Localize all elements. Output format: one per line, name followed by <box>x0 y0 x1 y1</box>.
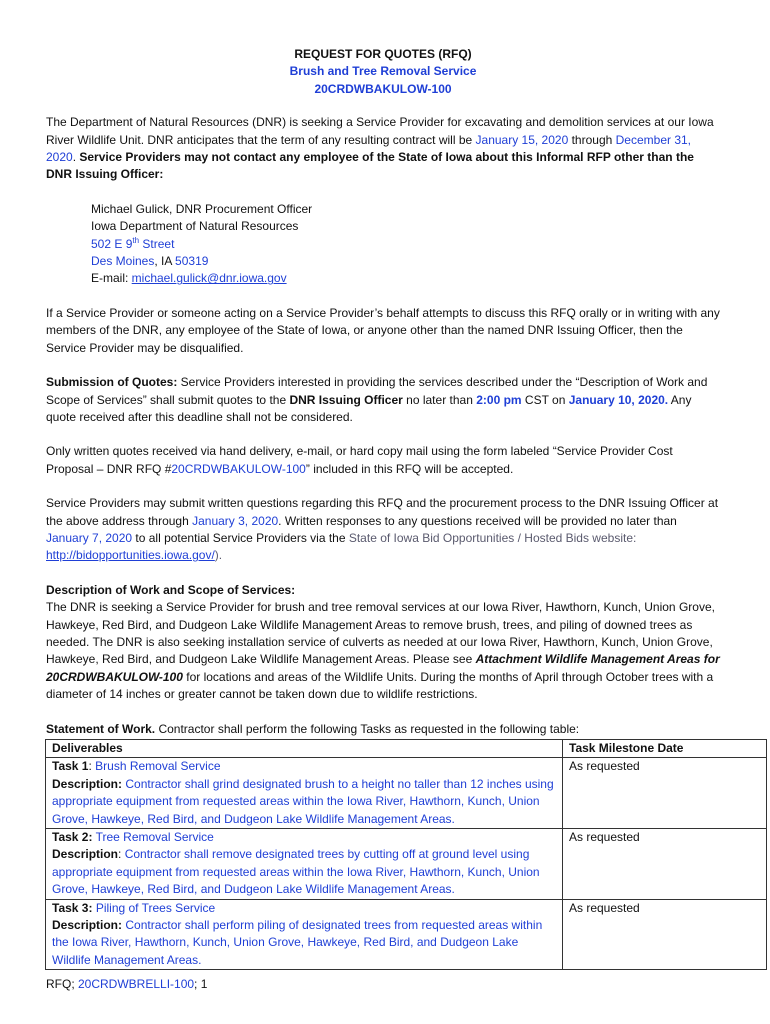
officer-organization: Iowa Department of Natural Resources <box>91 219 299 234</box>
submission-text: Service Providers interested in providing the services described under the “Description of Work and Scope of Services” shall submit quotes to the <box>46 375 708 407</box>
sow-text: Contractor shall perform the following Tasks as requested in the following table: <box>155 721 580 736</box>
street-name: Street <box>139 236 175 251</box>
officer-street <box>91 236 720 253</box>
description-text: Contractor shall grind designated brush to a height no taller than 12 inches using appropriate equipment from requested areas within the Iowa River, Hawthorn, Kunch, Union Grove, Hawkeye, Red Bird, and Dudgeon Lake Wildlife Management Areas. <box>52 776 554 826</box>
task-milestone-cell: As requested <box>563 758 767 829</box>
description-label: Description: <box>52 918 123 933</box>
questions-text-4: ). <box>214 548 223 563</box>
description-text: Contractor shall remove designated trees by cutting off at ground level using appropriate equipment from requested areas within the Iowa River, Hawthorn, Kunch, Union Grove, Hawkeye, Red Bird, and Dudgeon Lake Wildlife Management Areas. <box>52 847 540 897</box>
disqualification-warning: If a Service Provider or someone acting on a Service Provider’s behalf attempts to discuss this RFQ orally or in writing with any members of the DNR, any employee of the State of Iowa, or anyone other than the named DNR Issuing Officer, then the Service Provider may be disqualified. <box>46 305 720 355</box>
officer-city: Des Moines <box>91 254 155 269</box>
task-title <box>52 758 556 775</box>
description-heading: Description of Work and Scope of Services: <box>46 582 296 597</box>
officer-city-line <box>91 253 720 270</box>
document-subtitle: Brush and Tree Removal Service <box>289 64 477 79</box>
task-name: Tree Removal Service <box>95 830 214 845</box>
task-label: Task 1 <box>52 759 89 774</box>
written-rfq-number: 20CRDWBAKULOW-100 <box>171 461 306 476</box>
document-title: REQUEST FOR QUOTES (RFQ) <box>294 47 472 61</box>
table-row <box>46 829 767 900</box>
intro-text-2: . DNR anticipates that the term of any resulting contract will be <box>140 132 476 147</box>
document-header <box>46 46 720 98</box>
submission-heading: Submission of Quotes: <box>46 375 178 390</box>
intro-text-4: . <box>72 150 80 165</box>
written-text: Only written quotes received via hand delivery, e-mail, or hard copy mail using the form labeled “Service Provider Cost Proposal – DNR RFQ # <box>46 444 673 476</box>
task-name: Brush Removal Service <box>95 759 221 774</box>
task-milestone-cell: As requested <box>563 899 767 970</box>
officer-email-link[interactable]: michael.gulick@dnr.iowa.gov <box>131 271 287 286</box>
responses-date: January 7, 2020 <box>46 530 133 545</box>
deadline-date: January 10, 2020. <box>568 392 669 407</box>
task-description <box>52 846 556 898</box>
description-text: Contractor shall perform piling of designated trees from requested areas within the Iowa River, Hawthorn, Kunch, Union Grove, Hawkeye, Red Bird, and Dudgeon Lake Wildlife Management Areas. <box>52 918 543 967</box>
submission-officer: DNR Issuing Officer <box>289 392 403 407</box>
officer-name: Michael Gulick, DNR Procurement Officer <box>91 201 313 216</box>
questions-text-3: to all potential Service Providers via the <box>132 530 349 545</box>
document-page <box>46 46 720 970</box>
submission-paragraph <box>46 374 720 426</box>
task-title <box>52 900 556 917</box>
description-paragraph <box>46 599 720 703</box>
sow-intro <box>46 721 720 738</box>
contract-start-date: January 15, 2020 <box>475 132 569 147</box>
task-label: Task 3: <box>52 900 93 915</box>
questions-paragraph <box>46 495 720 565</box>
intro-paragraph <box>46 114 720 184</box>
description-separator: : <box>118 847 125 862</box>
description-text: The DNR is seeking a Service Provider for brush and tree removal services at our Iowa River, Hawthorn, Kunch, Union Grove, Hawkeye, Red Bird, and Dudgeon Lake Wildlife Management Areas to remove brush, trees, and piling of downed trees as needed. The DNR is also seeking installation service of culverts as needed at our Iowa River, Hawthorn, Kunch, Union Grove, Hawkeye, Red Bird, and Dudgeon Lake Wildlife Management Areas. Please see <box>46 600 715 667</box>
task-name: Piling of Trees Service <box>95 900 216 915</box>
statement-of-work-table <box>45 739 767 970</box>
sow-heading: Statement of Work. <box>46 721 156 736</box>
description-label: Description: <box>52 776 123 791</box>
task-milestone-cell: As requested <box>563 829 767 900</box>
task-deliverable-cell <box>46 899 563 970</box>
intro-text-3: through <box>568 132 616 147</box>
table-row <box>46 899 767 970</box>
officer-zip: 50319 <box>175 254 209 269</box>
street-number: 502 E 9 <box>91 236 133 251</box>
email-label: E-mail: <box>91 271 132 286</box>
table-row <box>46 758 767 829</box>
written-quotes-paragraph <box>46 443 720 478</box>
submission-text-4: Any quote received after this deadline shall not be considered. <box>46 392 692 424</box>
footer-page-number: ; 1 <box>194 977 208 991</box>
written-text-2: ” included in this RFQ will be accepted. <box>305 461 514 476</box>
deadline-time: 2:00 pm <box>476 392 522 407</box>
deliverables-header: Deliverables <box>46 740 563 758</box>
no-contact-notice: Service Providers may not contact any employee of the State of Iowa about this Informal RFP other than the DNR Issuing Officer: <box>46 150 694 182</box>
submission-text-3: CST on <box>521 392 569 407</box>
task-description <box>52 917 556 969</box>
questions-text: Service Providers may submit written questions regarding this RFQ and the procurement process to the DNR Issuing Officer at the above address through <box>46 496 719 528</box>
attachment-reference: Attachment Wildlife Management Areas for 20CRDWBAKULOW-100 <box>46 652 720 684</box>
bid-site-link[interactable]: http://bidopportunities.iowa.gov/ <box>46 548 215 563</box>
task-deliverable-cell <box>46 758 563 829</box>
submission-text-2: no later than <box>402 392 477 407</box>
issuing-officer-contact <box>91 201 720 288</box>
description-label: Description <box>52 847 119 862</box>
contract-end-date: December 31, 2020 <box>46 132 692 165</box>
task-label: Task 2: <box>52 830 93 845</box>
milestone-header: Task Milestone Date <box>563 740 767 758</box>
officer-state: , IA <box>154 254 176 269</box>
task-separator: : <box>88 759 96 774</box>
page-footer <box>46 977 207 991</box>
questions-deadline: January 3, 2020 <box>192 513 279 528</box>
task-deliverable-cell <box>46 829 563 900</box>
footer-rfq-code: 20CRDWBRELLI-100 <box>78 977 195 991</box>
bid-site-name: State of Iowa Bid Opportunities / Hosted Bids website: <box>348 530 637 545</box>
task-title <box>52 829 556 846</box>
description-text-2: for locations and areas of the Wildlife Units. During the months of April through October trees with a diameter of 14 inches or greater cannot be taken down due to wildlife restrictions. <box>46 669 714 702</box>
officer-email-line <box>91 270 720 287</box>
intro-text: The Department of Natural Resources (DNR) is seeking a Service Provider for excavating and demolition services at our Iowa River Wildlife Unit <box>46 115 714 147</box>
footer-prefix: RFQ; <box>46 977 78 991</box>
task-description <box>52 776 556 828</box>
rfq-number: 20CRDWBAKULOW-100 <box>314 81 452 96</box>
street-suffix: th <box>132 235 140 245</box>
table-header-row <box>46 740 767 758</box>
questions-text-2: . Written responses to any questions received will be provided no later than <box>278 513 677 528</box>
